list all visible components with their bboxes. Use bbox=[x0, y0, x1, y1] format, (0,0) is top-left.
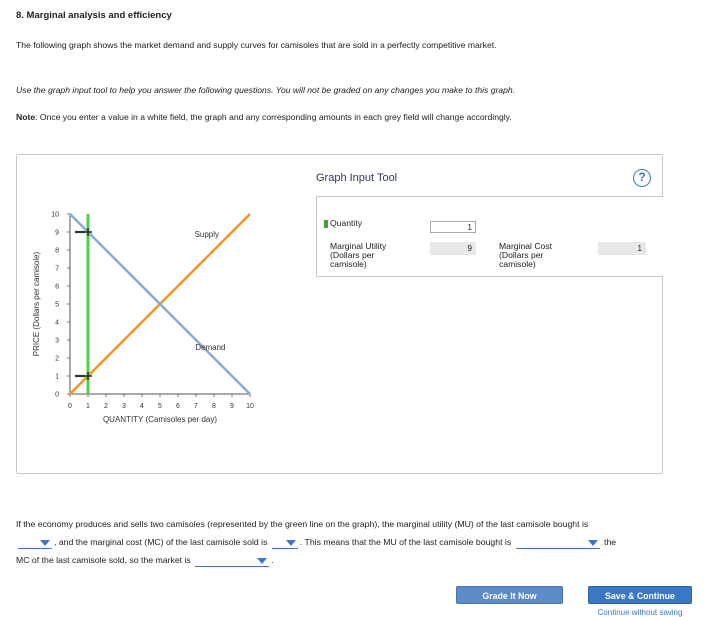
grade-it-now-button[interactable]: Grade It Now bbox=[456, 586, 563, 604]
marginal-cost-label bbox=[499, 242, 552, 269]
mc-label-line: camisole) bbox=[499, 259, 536, 269]
question-part: the bbox=[604, 537, 617, 547]
mu-label-line: Marginal Utility bbox=[330, 241, 387, 251]
curve-annotation: Supply bbox=[194, 229, 220, 239]
y-tick-label: 4 bbox=[55, 319, 59, 327]
y-tick-label: 5 bbox=[55, 301, 59, 309]
y-tick-label: 0 bbox=[55, 391, 59, 399]
question-part: . This means that the MU of the last camisole bought is bbox=[299, 537, 512, 547]
y-axis-label: PRICE (Dollars per camisole) bbox=[32, 251, 41, 357]
x-tick-label: 2 bbox=[104, 403, 108, 410]
marginal-cost-field: 1 bbox=[598, 242, 646, 255]
chevron-down-icon bbox=[257, 558, 267, 564]
y-tick-label: 6 bbox=[55, 283, 59, 291]
chevron-down-icon bbox=[40, 540, 50, 546]
save-continue-button[interactable]: Save & Continue bbox=[588, 586, 692, 604]
y-tick-label: 9 bbox=[55, 229, 59, 237]
instructions-text: Use the graph input tool to help you answer the following questions. You will not be graded on any changes you make to this graph. bbox=[16, 85, 516, 95]
intro-text: The following graph shows the market demand and supply curves for camisoles that are sold in a perfectly competitive market. bbox=[16, 40, 497, 50]
note-label: Note bbox=[16, 112, 36, 122]
question-text bbox=[16, 515, 706, 569]
note-body: : Once you enter a value in a white field, the graph and any corresponding amounts in each grey field will change accordingly. bbox=[35, 112, 512, 122]
x-tick-label: 4 bbox=[140, 403, 144, 410]
mu-label-line: camisole) bbox=[330, 259, 367, 269]
help-icon[interactable]: ? bbox=[633, 169, 651, 187]
x-tick-label: 5 bbox=[158, 403, 162, 410]
y-tick-label: 8 bbox=[55, 247, 59, 255]
comparison-dropdown[interactable] bbox=[516, 537, 600, 549]
chevron-down-icon bbox=[286, 540, 296, 546]
efficiency-dropdown[interactable] bbox=[195, 555, 269, 567]
mc-dropdown[interactable] bbox=[272, 537, 298, 549]
x-tick-label: 8 bbox=[212, 403, 216, 410]
question-part: MC of the last camisole sold, so the market is bbox=[16, 555, 191, 565]
supply-demand-chart[interactable] bbox=[17, 155, 307, 473]
note-text bbox=[16, 112, 512, 122]
x-tick-label: 3 bbox=[122, 403, 126, 410]
y-tick-label: 7 bbox=[55, 265, 59, 273]
x-tick-label: 6 bbox=[176, 403, 180, 410]
quantity-label: Quantity bbox=[330, 218, 363, 228]
mc-label-line: (Dollars per bbox=[499, 250, 544, 260]
quantity-marker-icon bbox=[324, 220, 328, 228]
question-part: . bbox=[271, 555, 274, 565]
x-tick-label: 10 bbox=[246, 403, 254, 410]
marginal-utility-label bbox=[330, 242, 386, 269]
x-tick-label: 7 bbox=[194, 403, 198, 410]
x-tick-label: 0 bbox=[68, 403, 72, 410]
mc-label-line: Marginal Cost bbox=[499, 241, 553, 251]
mu-dropdown[interactable] bbox=[18, 537, 52, 549]
y-tick-label: 1 bbox=[55, 373, 59, 381]
x-tick-label: 1 bbox=[86, 403, 90, 410]
y-tick-label: 2 bbox=[55, 355, 59, 363]
x-tick-label: 9 bbox=[230, 403, 234, 410]
curve-annotation: Demand bbox=[195, 343, 226, 353]
graph-input-tool-title: Graph Input Tool bbox=[316, 172, 398, 184]
graph-area[interactable] bbox=[17, 155, 307, 473]
continue-without-saving-link[interactable]: Continue without saving bbox=[597, 608, 683, 617]
x-axis-label: QUANTITY (Camisoles per day) bbox=[102, 415, 218, 424]
y-tick-label: 10 bbox=[51, 211, 59, 219]
quantity-input[interactable] bbox=[430, 221, 476, 233]
marginal-utility-field: 9 bbox=[430, 242, 476, 255]
section-heading: 8. Marginal analysis and efficiency bbox=[16, 10, 172, 21]
question-part: , and the marginal cost (MC) of the last camisole sold is bbox=[54, 537, 268, 547]
question-part: If the economy produces and sells two camisoles (represented by the green line on the graph), the marginal utility (MU) of the last camisole bought is bbox=[16, 519, 589, 529]
y-tick-label: 3 bbox=[55, 337, 59, 345]
chevron-down-icon bbox=[588, 540, 598, 546]
mu-label-line: (Dollars per bbox=[330, 250, 375, 260]
